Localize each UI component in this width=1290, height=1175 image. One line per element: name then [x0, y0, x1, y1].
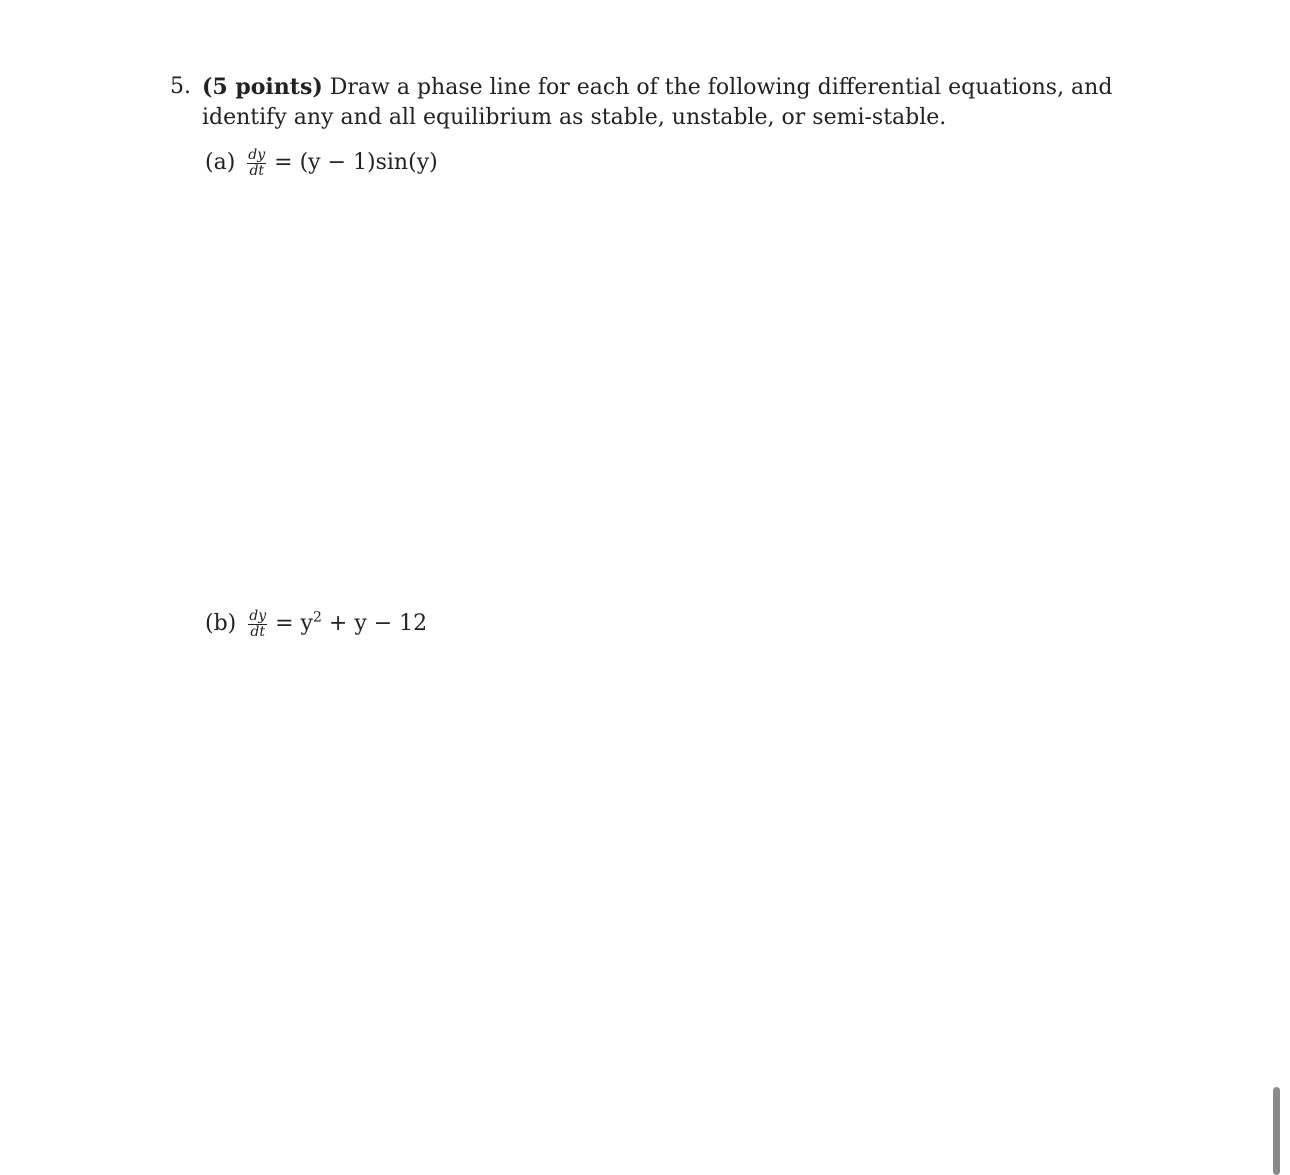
vertical-scrollbar[interactable] — [1273, 1087, 1280, 1175]
part-b-derivative — [248, 607, 267, 640]
part-b — [205, 609, 427, 639]
points-label: (5 points) — [202, 74, 323, 100]
part-a-equation-rhs: = (y − 1)sin(y) — [274, 150, 438, 175]
problem-number: 5. — [170, 74, 191, 99]
part-b-frac-denominator: dt — [250, 623, 265, 640]
part-a-label: (a) — [205, 150, 236, 175]
problem-statement — [170, 72, 1150, 133]
part-b-frac-numerator: dy — [249, 607, 267, 624]
part-a-derivative — [247, 146, 266, 179]
part-a — [205, 148, 438, 178]
part-b-rhs-exponent: 2 — [312, 609, 322, 626]
part-b-equation-rhs — [275, 609, 427, 639]
part-a-frac-denominator: dt — [249, 162, 265, 179]
part-b-rhs-base: = y — [275, 611, 313, 636]
problem-text — [202, 72, 1150, 133]
part-b-rhs-tail: + y − 12 — [321, 611, 428, 636]
problem-prompt: Draw a phase line for each of the following differential equations, and identify any and all equilibrium as stable, unstable, or semi-stable. — [202, 75, 1113, 130]
part-b-label: (b) — [205, 611, 237, 636]
part-a-frac-numerator: dy — [248, 146, 266, 163]
